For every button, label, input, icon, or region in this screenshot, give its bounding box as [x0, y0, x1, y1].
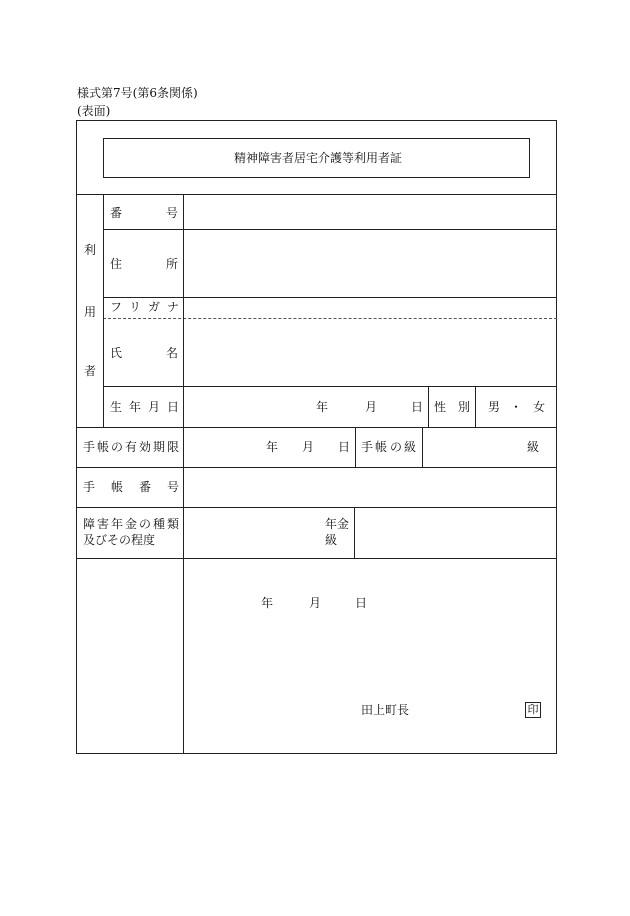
- validity-label: 手: [83, 440, 96, 454]
- validity-label: の: [111, 440, 124, 454]
- furigana-label: フ: [110, 300, 123, 314]
- grade-unit: 級: [527, 440, 540, 454]
- validity-label: 限: [167, 440, 180, 454]
- number-label: 号: [166, 206, 179, 220]
- validity-label: 帳: [97, 440, 110, 454]
- issuer-name: 田上町長: [361, 703, 410, 717]
- seal-mark: 印: [525, 702, 541, 718]
- rule: [103, 229, 557, 230]
- validity-month-unit: 月: [302, 440, 315, 454]
- grade-label: の: [390, 440, 403, 454]
- furigana-dashed-rule: [103, 318, 557, 319]
- sex-option-male: 男: [488, 400, 501, 414]
- user-vertical-label-1: 利: [84, 243, 97, 257]
- rule: [76, 507, 557, 508]
- form-number: 様式第7号(第6条関係): [77, 86, 198, 100]
- sex-label: 別: [458, 400, 471, 414]
- rule: [76, 427, 557, 428]
- grade-label: 級: [404, 440, 417, 454]
- card-title: 精神障害者居宅介護等利用者証: [234, 151, 403, 165]
- issue-month-unit: 月: [309, 596, 322, 610]
- birth-label: 生: [110, 400, 123, 414]
- sex-label: 性: [434, 400, 447, 414]
- handbook-number-label: 帳: [111, 480, 124, 494]
- pension-label: 障: [83, 517, 96, 531]
- validity-year-unit: 年: [266, 440, 279, 454]
- number-label: 番: [110, 206, 123, 220]
- birth-month-unit: 月: [365, 400, 378, 414]
- rule: [428, 386, 429, 427]
- rule: [354, 507, 355, 558]
- handbook-number-label: 手: [83, 480, 96, 494]
- rule: [76, 558, 557, 559]
- validity-label: 効: [139, 440, 152, 454]
- pension-label: 類: [167, 517, 180, 531]
- name-label: 名: [166, 346, 179, 360]
- pension-label-line2: 及びその程度: [83, 533, 156, 547]
- validity-day-unit: 日: [338, 440, 351, 454]
- furigana-label: リ: [129, 300, 142, 314]
- grade-label: 帳: [375, 440, 388, 454]
- sex-option-female: 女: [533, 400, 546, 414]
- sex-option-separator: ・: [510, 400, 523, 414]
- rule: [355, 427, 356, 467]
- birth-label: 年: [129, 400, 142, 414]
- user-vertical-label-3: 者: [84, 364, 97, 378]
- birth-year-unit: 年: [316, 400, 329, 414]
- pension-label: 種: [153, 517, 166, 531]
- user-vertical-label-2: 用: [84, 305, 97, 319]
- issue-day-unit: 日: [355, 596, 368, 610]
- rule: [103, 297, 557, 298]
- rule: [76, 467, 557, 468]
- handbook-number-label: 号: [167, 480, 180, 494]
- pension-year-unit: 年金: [325, 517, 350, 531]
- validity-label: 有: [125, 440, 138, 454]
- rule: [103, 386, 557, 387]
- form-frame: [76, 120, 557, 754]
- rule: [183, 194, 184, 754]
- pension-label: 害: [97, 517, 110, 531]
- rule: [422, 427, 423, 467]
- pension-label: 金: [125, 517, 138, 531]
- pension-label: 年: [111, 517, 124, 531]
- validity-label: 期: [153, 440, 166, 454]
- rule: [475, 386, 476, 427]
- rule: [103, 194, 104, 427]
- address-label: 住: [110, 257, 123, 271]
- birth-day-unit: 日: [411, 400, 424, 414]
- furigana-label: ナ: [167, 300, 180, 314]
- pension-grade-unit: 級: [325, 533, 338, 547]
- address-label: 所: [166, 257, 179, 271]
- birth-label: 日: [167, 400, 180, 414]
- grade-label: 手: [361, 440, 374, 454]
- birth-label: 月: [148, 400, 161, 414]
- furigana-label: ガ: [148, 300, 161, 314]
- form-side: (表面): [77, 104, 111, 118]
- issue-year-unit: 年: [261, 596, 274, 610]
- rule: [76, 194, 557, 195]
- name-label: 氏: [110, 346, 123, 360]
- pension-label: の: [139, 517, 152, 531]
- handbook-number-label: 番: [139, 480, 152, 494]
